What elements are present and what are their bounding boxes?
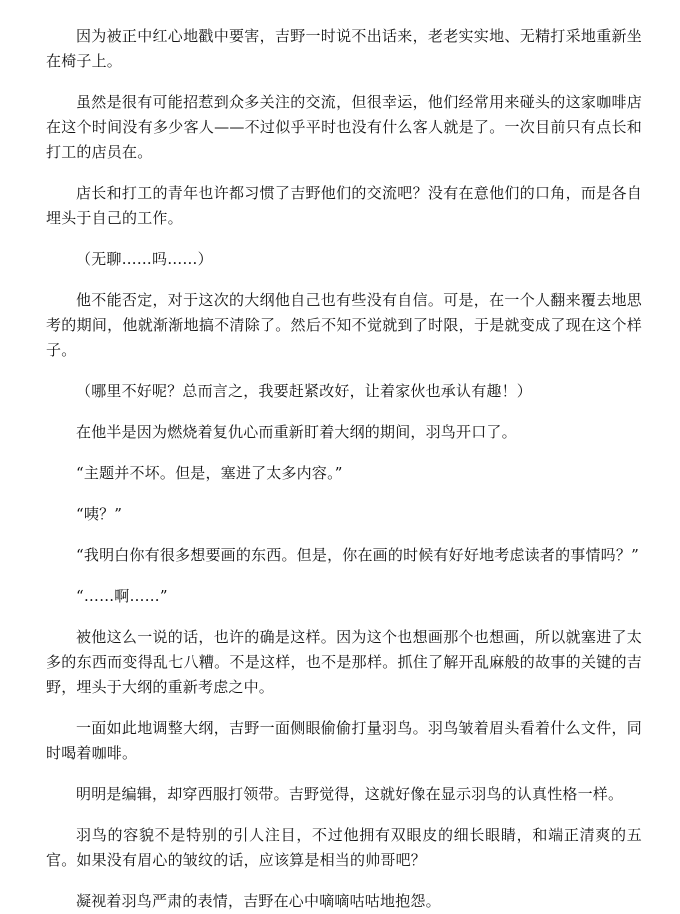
paragraph: “咦？” <box>76 505 123 523</box>
paragraph: 被他这么一说的话，也许的确是这样。因为这个也想画那个也想画，所以就塞进了太多的东西而变得乱七八糟。不是这样，也不是那样。抓住了解开乱麻般的故事的关键的吉野，埋头于大纲的重新考虑之中。 <box>46 628 642 696</box>
paragraph: “……啊……” <box>76 587 168 605</box>
paragraph: 虽然是很有可能招惹到众多关注的交流，但很幸运，他们经常用来碰头的这家咖啡店在这个时间没有多少客人——不过似乎平时也没有什么客人就是了。一次目前只有点长和打工的店员在。 <box>46 93 642 161</box>
paragraph: 因为被正中红心地戳中要害，吉野一时说不出话来，老老实实地、无精打采地重新坐在椅子上。 <box>46 27 642 70</box>
paragraph: 羽鸟的容貌不是特别的引人注目，不过他拥有双眼皮的细长眼睛，和端正清爽的五官。如果没有眉心的皱纹的话，应该算是相当的帅哥吧？ <box>46 826 642 869</box>
paragraph: 在他半是因为燃烧着复仇心而重新盯着大纲的期间，羽鸟开口了。 <box>76 423 517 441</box>
paragraph: （哪里不好呢？总而言之，我要赶紧改好，让着家伙也承认有趣！） <box>76 382 533 400</box>
paragraph: 明明是编辑，却穿西服打领带。吉野觉得，这就好像在显示羽鸟的认真性格一样。 <box>76 785 624 803</box>
paragraph: 一面如此地调整大纲，吉野一面侧眼偷偷打量羽鸟。羽鸟皱着眉头看着什么文件，同时喝着咖啡。 <box>46 719 642 762</box>
paragraph: 店长和打工的青年也许都习惯了吉野他们的交流吧？没有在意他们的口角，而是各自埋头于自己的工作。 <box>46 184 642 227</box>
paragraph: “主题并不坏。但是，塞进了太多内容。” <box>76 464 343 482</box>
paragraph: “我明白你有很多想要画的东西。但是，你在画的时候有好好地考虑读者的事情吗？” <box>76 546 639 564</box>
paragraph: （无聊……吗……） <box>76 250 213 268</box>
paragraph: 凝视着羽鸟严肃的表情，吉野在心中嘀嘀咕咕地抱怨。 <box>76 892 441 910</box>
paragraph: 他不能否定，对于这次的大纲他自己也有些没有自信。可是，在一个人翻来覆去地思考的期间，他就渐渐地搞不清除了。然后不知不觉就到了时限，于是就变成了现在这个样子。 <box>46 291 642 359</box>
